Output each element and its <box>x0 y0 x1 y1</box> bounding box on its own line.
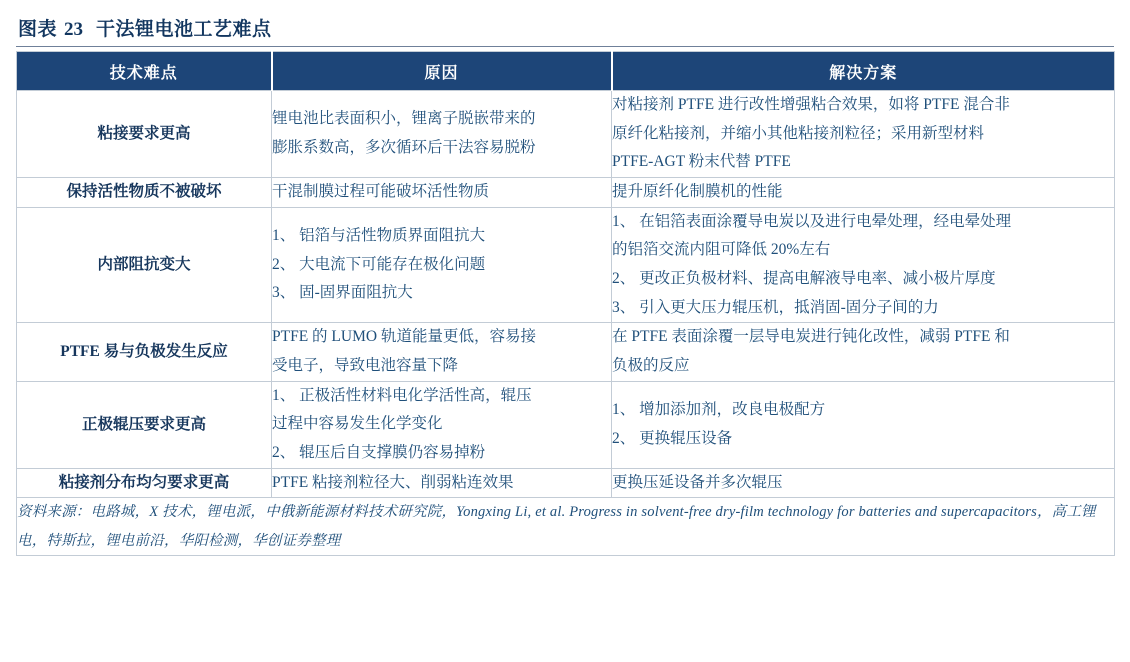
table-header-row <box>17 52 1115 91</box>
cause-line: PTFE 粘接剂粒径大、削弱粘连效果 <box>272 473 514 491</box>
solution-line: PTFE-AGT 粉末代替 PTFE <box>612 153 791 171</box>
cell-cause <box>272 207 612 323</box>
cell-cause <box>272 91 612 178</box>
solution-line: 1、 在铝箔表面涂覆导电炭以及进行电晕处理，经电晕处理 <box>612 212 1012 230</box>
cause-line: 3、 固-固界面阻抗大 <box>272 284 413 302</box>
cell-issue: 内部阻抗变大 <box>17 207 272 323</box>
cell-solution <box>612 178 1115 208</box>
exhibit-title-label: 图表 <box>18 19 58 40</box>
source-line: batteries and supercapacitors，高工锂电，特斯拉，锂电前沿，华阳检测，华创证券整理 <box>17 504 1096 549</box>
cause-line: 1、 铝箔与活性物质界面阻抗大 <box>272 227 486 245</box>
table-row <box>17 468 1115 498</box>
cause-line: 受电子，导致电池容量下降 <box>272 357 459 375</box>
column-header-issue: 技术难点 <box>17 52 272 91</box>
cause-line: 1、 正极活性材料电化学活性高，辊压 <box>272 386 532 404</box>
solution-line: 提升原纤化制膜机的性能 <box>612 183 783 201</box>
solution-line: 2、 更换辊压设备 <box>612 429 733 447</box>
cause-line: 2、 辊压后自支撑膜仍容易掉粉 <box>272 444 486 462</box>
cell-cause <box>272 323 612 381</box>
cause-line: 过程中容易发生化学变化 <box>272 415 443 433</box>
cell-issue: 正极辊压要求更高 <box>17 381 272 468</box>
cell-solution <box>612 468 1115 498</box>
column-header-cause: 原因 <box>272 52 612 91</box>
table-body <box>17 91 1115 556</box>
cause-line: 锂电池比表面积小，锂离子脱嵌带来的 <box>272 110 536 128</box>
exhibit-title-text: 干法锂电池工艺难点 <box>96 19 272 40</box>
solution-line: 在 PTFE 表面涂覆一层导电炭进行钝化改性，减弱 PTFE 和 <box>612 328 1010 346</box>
solution-line: 对粘接剂 PTFE 进行改性增强粘合效果，如将 PTFE 混合非 <box>612 96 1010 113</box>
cause-line: PTFE 的 LUMO 轨道能量更低，容易接 <box>272 328 536 346</box>
cause-line: 膨胀系数高，多次循环后干法容易脱粉 <box>272 139 536 156</box>
solution-line: 1、 增加添加剂，改良电极配方 <box>612 401 826 419</box>
difficulties-table <box>16 51 1115 556</box>
solution-line: 3、 引入更大压力辊压机，抵消固-固分子间的力 <box>612 298 939 316</box>
cause-line: 2、 大电流下可能存在极化问题 <box>272 255 486 273</box>
cell-solution <box>612 323 1115 381</box>
solution-line: 负极的反应 <box>612 357 690 375</box>
table-row <box>17 91 1115 178</box>
solution-line: 的铝箔交流内阻可降低 20%左右 <box>612 241 831 259</box>
table-header <box>17 52 1115 91</box>
solution-line: 原纤化粘接剂，并缩小其他粘接剂粒径；采用新型材料 <box>612 124 985 142</box>
cell-solution <box>612 207 1115 323</box>
source-note <box>17 498 1115 556</box>
table-source-row <box>17 498 1115 556</box>
table-row <box>17 207 1115 323</box>
cell-issue: 保持活性物质不被破坏 <box>17 178 272 208</box>
cell-issue: PTFE 易与负极发生反应 <box>17 323 272 381</box>
table-row <box>17 381 1115 468</box>
cell-issue: 粘接剂分布均匀要求更高 <box>17 468 272 498</box>
exhibit-title <box>16 14 1114 47</box>
table-row <box>17 323 1115 381</box>
cell-solution <box>612 91 1115 178</box>
source-line: 资料来源：电路城，X 技术，锂电派，中俄新能源材料技术研究院，Yongxing Li, et al. Progress in solvent-free dry-film technology for <box>17 504 855 521</box>
exhibit-title-number: 23 <box>64 19 84 40</box>
cause-line: 干混制膜过程可能破坏活性物质 <box>272 183 490 201</box>
solution-line: 2、 更改正负极材料、提高电解液导电率、减小极片厚度 <box>612 270 996 288</box>
cell-solution <box>612 381 1115 468</box>
solution-line: 更换压延设备并多次辊压 <box>612 473 783 491</box>
cell-cause <box>272 381 612 468</box>
cell-cause <box>272 178 612 208</box>
table-row <box>17 178 1115 208</box>
cell-issue: 粘接要求更高 <box>17 91 272 178</box>
column-header-solution: 解决方案 <box>612 52 1115 91</box>
cell-cause <box>272 468 612 498</box>
